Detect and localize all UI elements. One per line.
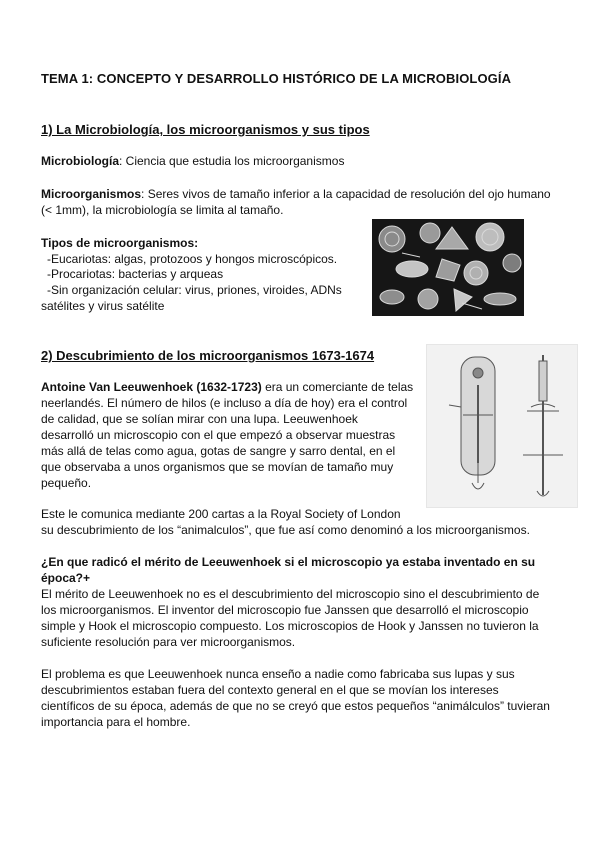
leeuwenhoek-microscope-drawing <box>426 344 578 508</box>
para3-line4: suficiente resolución para ver microorganismos. <box>41 635 296 649</box>
section1-heading: 1) La Microbiología, los microorganismos y sus tipos <box>41 122 370 137</box>
section2-heading: 2) Descubrimiento de los microorganismos 1673-1674 <box>41 348 375 363</box>
para3-line1: El mérito de Leeuwenhoek no es el descubrimiento del microscopio sino el descubrimiento de <box>41 587 540 601</box>
para1-line1 <box>41 379 413 395</box>
para1-line1-text: era un comerciante de telas <box>261 380 414 394</box>
para2-line2: su descubrimiento de los “animalculos”, que fue así como denominó a los microorganismos. <box>41 523 530 537</box>
microorganismos-def-1: : Seres vivos de tamaño inferior a la capacidad de resolución del ojo humano <box>141 187 551 201</box>
question-line1: ¿En que radicó el mérito de Leeuwenhoek si el microscopio ya estaba inventado en su <box>41 555 536 569</box>
microbiologia-definition <box>41 153 344 169</box>
para4-line1: El problema es que Leeuwenhoek nunca enseño a nadie como fabricaba sus lupas y sus <box>41 667 515 681</box>
para3-line2: los microorganismos. El inventor del microscopio fue Janssen que desarrolló el microscopio <box>41 603 529 617</box>
tipo-eucariotas: -Eucariotas: algas, protozoos y hongos microscópicos. <box>47 252 338 266</box>
para4-line2: descubrimientos estaban fuera del contexto general en el que se movían los intereses <box>41 683 499 697</box>
tipo-sin-organizacion: -Sin organización celular: virus, priones, viroides, ADNs <box>47 283 342 297</box>
para2-line1: Este le comunica mediante 200 cartas a la Royal Society of London <box>41 507 401 521</box>
page-title: TEMA 1: CONCEPTO Y DESARROLLO HISTÓRICO DE LA MICROBIOLOGÍA <box>41 71 512 86</box>
tipo-procariotas: -Procariotas: bacterias y arqueas <box>47 267 224 281</box>
para3-line3: simple y Hook el microscopio compuesto. Los microscopios de Hook y Janssen no tuvieron la <box>41 619 539 633</box>
para4-line3: científicos de su época, además de que no se creyó que estos pequeños “animálculos” tuvieran <box>41 699 550 713</box>
para1-line7: pequeño. <box>41 476 92 490</box>
tipo-sin-organizacion-cont: satélites y virus satélite <box>41 299 165 313</box>
question-line2: época?+ <box>41 571 91 585</box>
diatoms-drawing <box>372 219 524 316</box>
microbiologia-def: : Ciencia que estudia los microorganismos <box>119 154 345 168</box>
microorganismos-def-2: (< 1mm), la microbiología se limita al tamaño. <box>41 203 284 217</box>
diatoms-micrograph <box>372 219 524 316</box>
para4-line4: importancia para el hombre. <box>41 715 191 729</box>
microorganismos-term: Microorganismos <box>41 187 142 201</box>
para1-line3: de calidad, que se solían mirar con una lupa. Leeuwenhoek <box>41 412 358 426</box>
microorganismos-definition <box>41 186 551 202</box>
para1-line2: neerlandés. El número de hilos (e incluso a día de hoy) era el control <box>41 396 408 410</box>
microbiologia-term: Microbiología <box>41 154 119 168</box>
para1-line4: desarrolló un microscopio con el que empezó a observar muestras <box>41 428 396 442</box>
para1-line6: que observaba a unos organismos que se movían de tamaño muy <box>41 460 394 474</box>
person-name: Antoine Van Leeuwenhoek (1632-1723) <box>41 380 262 394</box>
microscope-sketch <box>427 345 577 507</box>
para1-line5: más allá de telas como agua, gotas de sangre y sarro dental, en el <box>41 444 396 458</box>
tipos-heading: Tipos de microorganismos: <box>41 236 199 250</box>
